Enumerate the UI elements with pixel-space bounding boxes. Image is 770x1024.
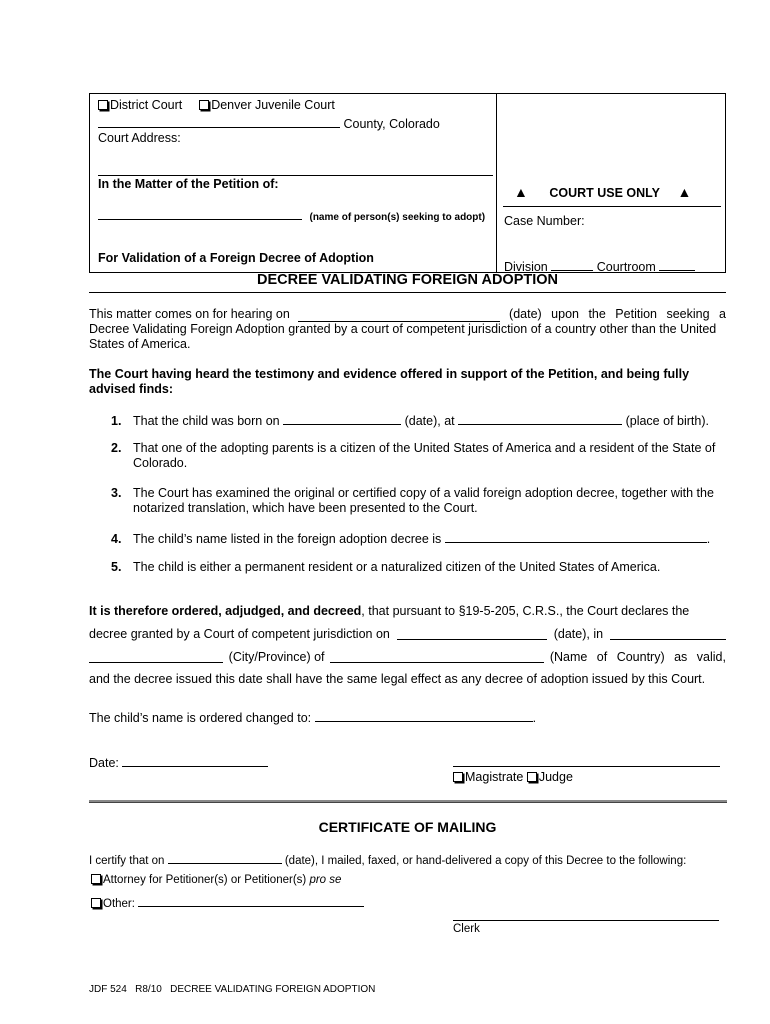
county-row xyxy=(98,115,440,131)
judge-checkbox[interactable] xyxy=(527,772,537,782)
certificate-title: CERTIFICATE OF MAILING xyxy=(318,819,497,835)
finding-1-text-a: That the child was born on xyxy=(133,414,280,428)
court-use-only-label: COURT USE ONLY xyxy=(549,186,661,200)
court-use-only-row xyxy=(514,184,720,200)
order-bold-text: It is therefore ordered, adjudged, and decreed xyxy=(89,604,362,618)
court-address-label: Court Address: xyxy=(98,131,181,145)
decree-date-blank[interactable] xyxy=(397,627,547,640)
finding-1-text-b: (date), at xyxy=(404,414,455,428)
other-row xyxy=(91,894,364,910)
clerk-signature-line[interactable] xyxy=(453,920,719,921)
triangle-up-icon: ▲ xyxy=(514,184,528,200)
magistrate-label: Magistrate xyxy=(465,770,524,784)
mailing-date-blank[interactable] xyxy=(168,851,282,864)
court-address-line[interactable] xyxy=(98,175,493,176)
page-title: DECREE VALIDATING FOREIGN ADOPTION xyxy=(256,272,559,288)
intro-text-b: (date) upon the Petition seeking a xyxy=(509,307,726,321)
country-blank[interactable] xyxy=(330,650,544,663)
judge-signature-line[interactable] xyxy=(453,766,720,767)
form-footer: JDF 524 R8/10 DECREE VALIDATING FOREIGN ADOPTION xyxy=(89,984,376,995)
petitioner-name-row xyxy=(98,207,485,223)
certify-text-a: I certify that on xyxy=(89,855,165,867)
division-label: Division xyxy=(504,260,548,274)
decree-in-blank[interactable] xyxy=(610,627,726,640)
city-province-blank[interactable] xyxy=(89,650,223,663)
district-court-checkbox[interactable] xyxy=(98,100,108,110)
court-finds-paragraph: The Court having heard the testimony and evidence offered in support of the Petition, and being fully advised finds: xyxy=(89,367,690,396)
in-the-matter-label: In the Matter of the Petition of: xyxy=(98,177,279,191)
certify-text-b: (date), I mailed, faxed, or hand-delivered a copy of this Decree to the following: xyxy=(284,855,687,867)
court-use-line xyxy=(503,206,721,207)
name-changed-row: The child’s name is ordered changed to: . xyxy=(89,711,537,725)
intro-text-a: This matter comes on for hearing on xyxy=(89,307,290,321)
judge-label: Judge xyxy=(538,770,573,784)
other-checkbox[interactable] xyxy=(91,898,101,908)
certify-row xyxy=(89,851,686,867)
triangle-up-icon: ▲ xyxy=(677,184,692,200)
division-blank[interactable] xyxy=(551,258,593,271)
court-type-row xyxy=(98,98,335,112)
finding-1-text-c: (place of birth). xyxy=(625,414,709,428)
finding-number: 3. xyxy=(111,486,122,500)
attorney-label: Attorney for Petitioner(s) or Petitioner(s) xyxy=(103,874,310,886)
magistrate-checkbox[interactable] xyxy=(453,772,463,782)
name-changed-label: The child’s name is ordered changed to: xyxy=(89,711,312,725)
finding-5-text: The child is either a permanent resident or a naturalized citizen of the United States of America. xyxy=(133,560,661,574)
clerk-label: Clerk xyxy=(453,923,480,935)
new-name-blank[interactable] xyxy=(315,709,533,722)
pro-se-label: pro se xyxy=(309,874,342,886)
finding-4-text: The child’s name listed in the foreign adoption decree is xyxy=(133,532,442,546)
finding-3-text: The Court has examined the original or certified copy of a valid foreign adoption decree, together with the notarized translation, which have been presented to the Court. xyxy=(133,486,714,515)
courtroom-blank[interactable] xyxy=(659,258,695,271)
attorney-checkbox[interactable] xyxy=(91,874,101,884)
order-line-3 xyxy=(89,650,726,664)
case-number-label: Case Number: xyxy=(504,214,585,228)
petitioner-name-blank[interactable] xyxy=(98,207,302,220)
intro-paragraph xyxy=(89,307,726,352)
finding-1 xyxy=(111,412,709,428)
title-underline xyxy=(89,292,726,293)
for-validation-label: For Validation of a Foreign Decree of Adoption xyxy=(98,251,374,265)
finding-number: 4. xyxy=(111,532,122,546)
order-text-f: and the decree issued this date shall have the same legal effect as any decree of adoption issued by this Court. xyxy=(89,672,706,686)
order-text-b: decree granted by a Court of competent jurisdiction on xyxy=(89,627,390,641)
finding-3 xyxy=(111,486,726,516)
finding-2 xyxy=(111,441,726,471)
hearing-date-blank[interactable] xyxy=(298,307,500,322)
other-label: Other: xyxy=(103,898,135,910)
order-text-e: (Name of Country) as valid, xyxy=(549,650,726,664)
finding-number: 5. xyxy=(111,560,122,574)
finding-2-text: That one of the adopting parents is a citizen of the United States of America and a resident of the State of Colorado. xyxy=(133,441,716,470)
foreign-decree-name-blank[interactable] xyxy=(445,530,707,543)
order-line-1 xyxy=(89,604,726,618)
denver-juvenile-court-label: Denver Juvenile Court xyxy=(211,98,335,112)
finding-4: 4. The child’s name listed in the foreign adoption decree is . xyxy=(111,532,711,546)
finding-5 xyxy=(111,560,660,574)
signature-date-blank[interactable] xyxy=(122,754,268,767)
section-divider xyxy=(89,800,727,803)
order-text-d: (City/Province) of xyxy=(228,650,325,664)
denver-juvenile-court-checkbox[interactable] xyxy=(199,100,209,110)
caption-divider xyxy=(496,93,497,272)
county-label: County, Colorado xyxy=(343,117,440,131)
judge-type-row xyxy=(453,770,573,784)
order-text-c: (date), in xyxy=(553,627,604,641)
petitioner-name-hint: (name of person(s) seeking to adopt) xyxy=(309,212,486,223)
intro-text-c: Decree Validating Foreign Adoption granted by a court of competent jurisdiction of a country other than the United States of America. xyxy=(89,322,717,351)
finding-number: 2. xyxy=(111,441,122,455)
date-row xyxy=(89,754,268,770)
attorney-row xyxy=(91,874,341,886)
district-court-label: District Court xyxy=(110,98,183,112)
county-blank[interactable] xyxy=(98,115,340,128)
birth-place-blank[interactable] xyxy=(458,412,622,425)
courtroom-label: Courtroom xyxy=(596,260,656,274)
other-blank[interactable] xyxy=(138,894,364,907)
order-line-2 xyxy=(89,627,726,641)
date-label: Date: xyxy=(89,756,119,770)
order-text-a: , that pursuant to §19-5-205, C.R.S., the Court declares the xyxy=(361,604,690,618)
birth-date-blank[interactable] xyxy=(283,412,401,425)
finding-number: 1. xyxy=(111,414,122,428)
